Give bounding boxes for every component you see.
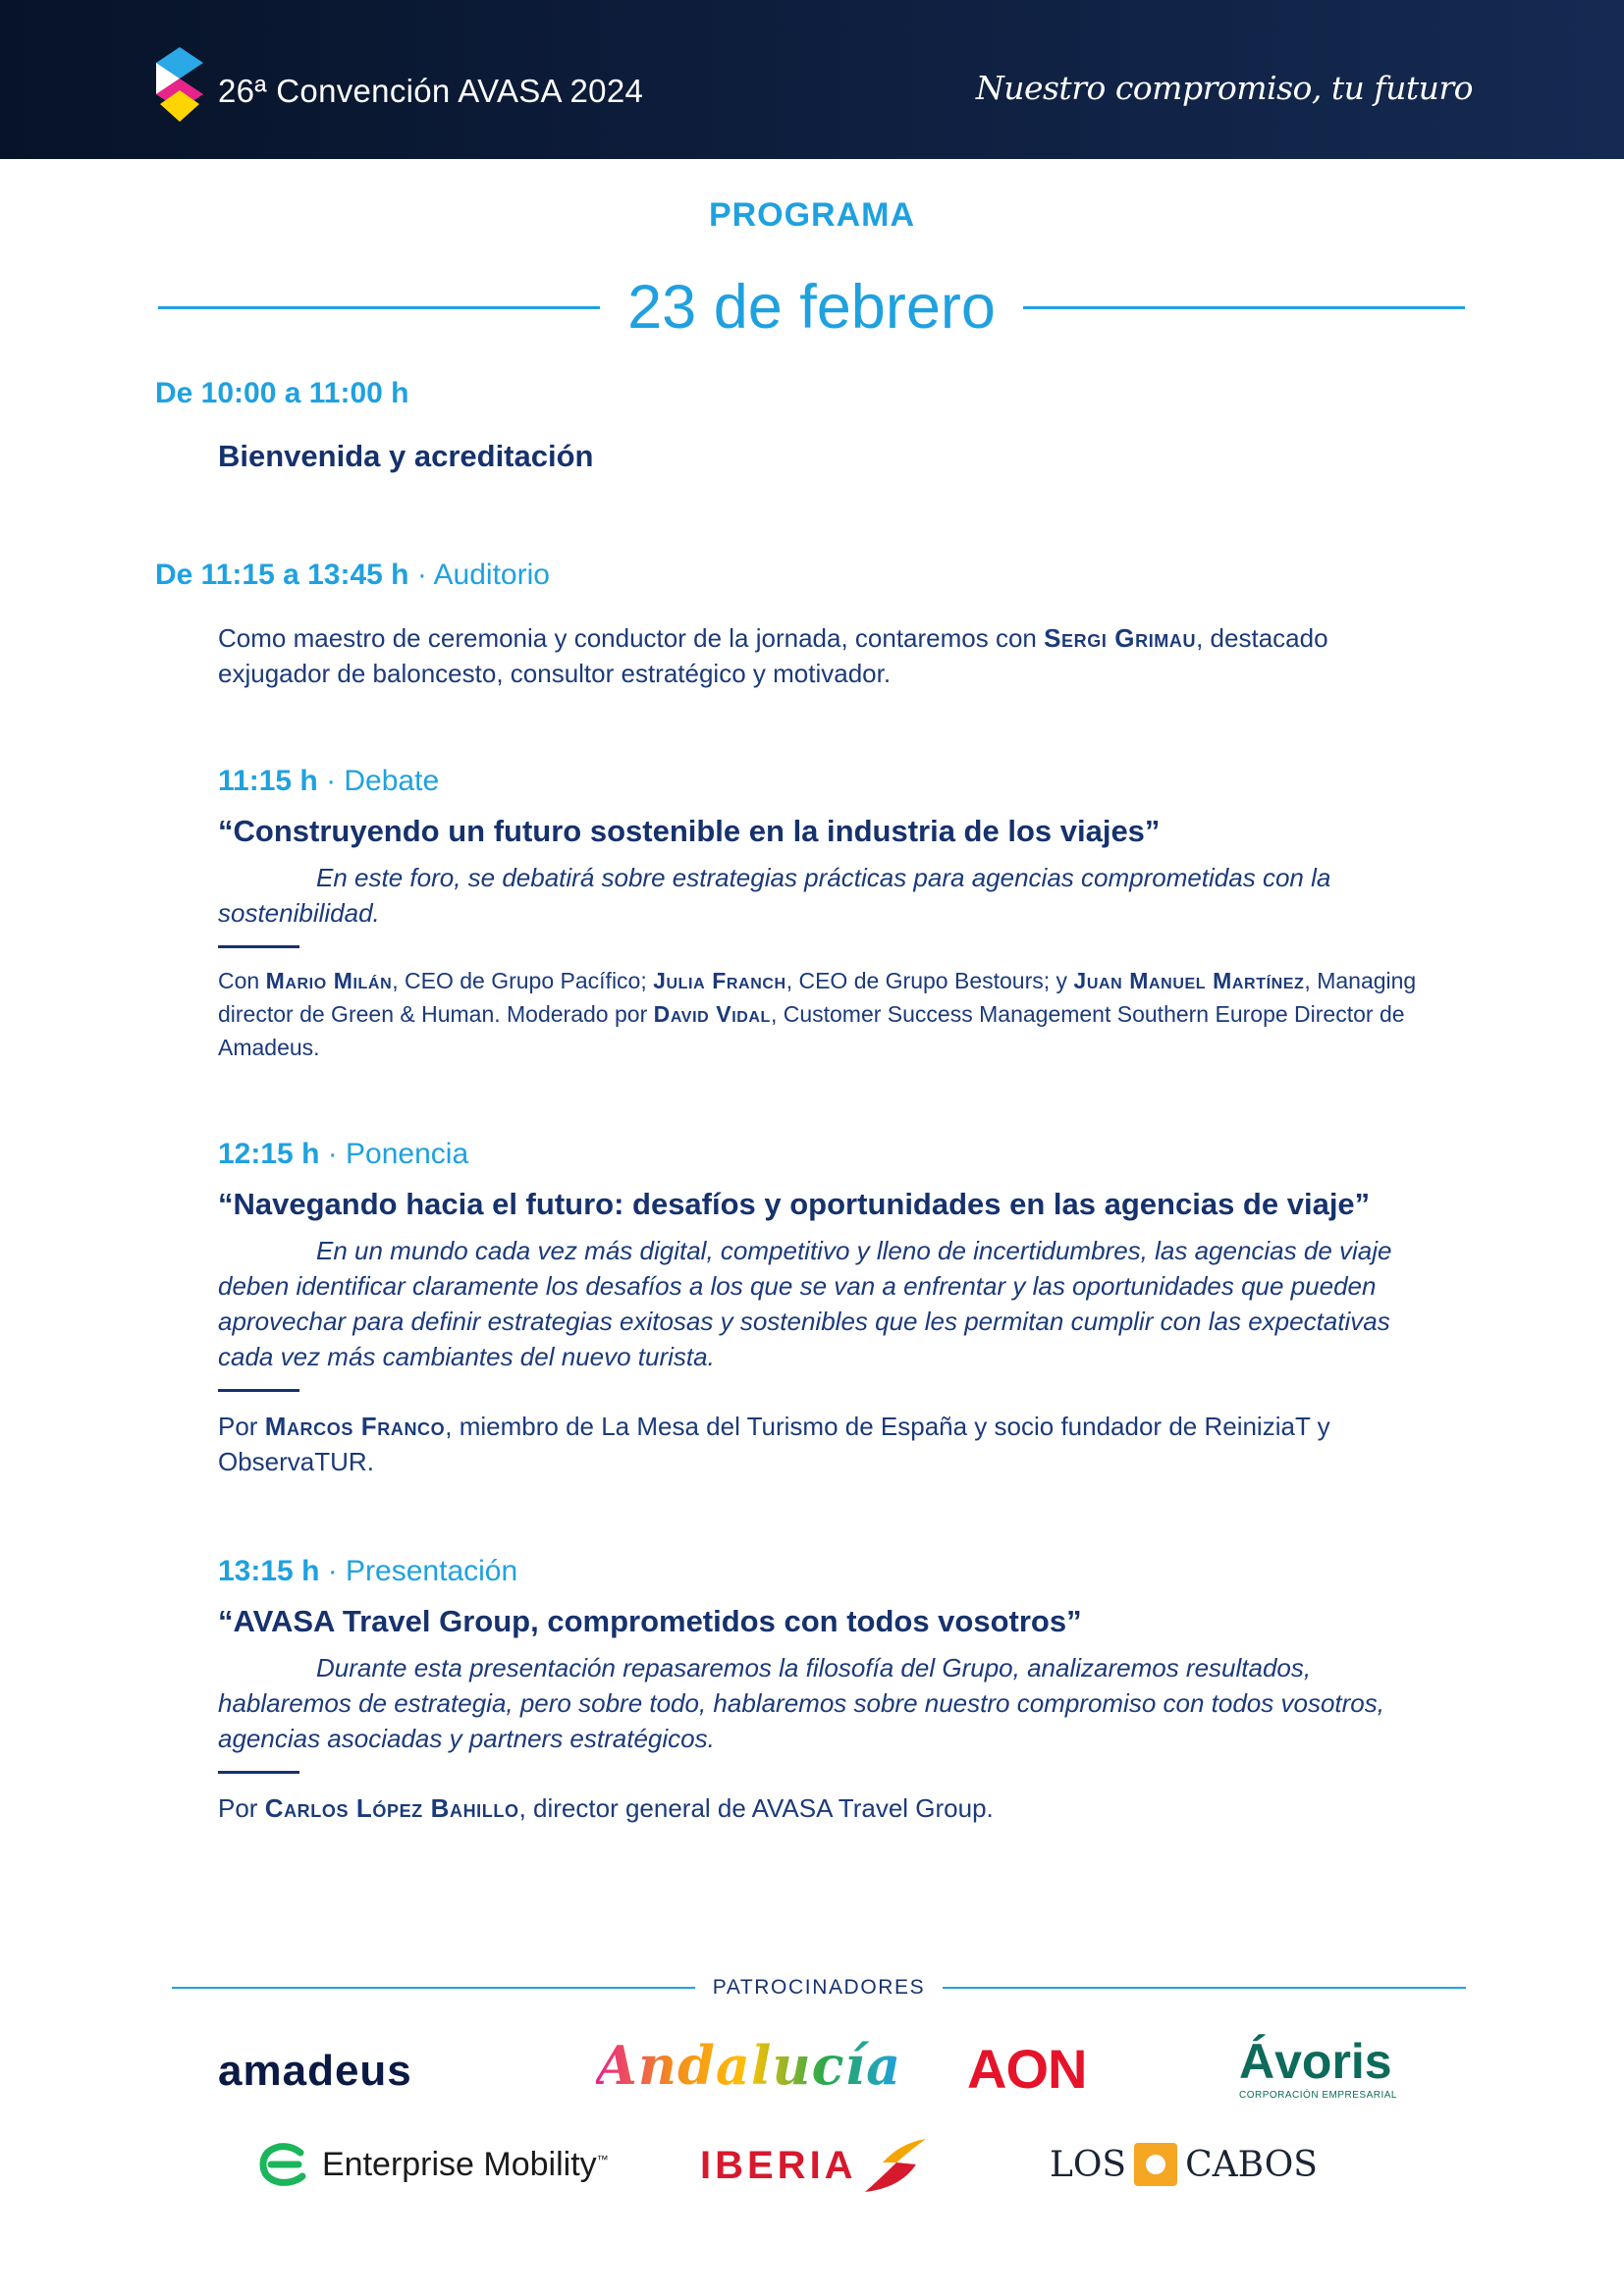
session-time: 11:15 h [218,765,318,797]
speaker-text: , Managing director de Green & Human. Moderado por [218,968,1417,1027]
speaker-text: Por [218,1793,265,1823]
iberia-logo [700,2137,930,2194]
speaker-name: Carlos López Bahillo [264,1793,519,1823]
sponsors-divider-left [172,1987,695,1989]
speaker-name: Mario Milán [265,968,393,993]
intro-text-before: Como maestro de ceremonia y conductor de la jornada, contaremos con [218,623,1045,653]
event-slogan: Nuestro compromiso, tu futuro [975,69,1473,107]
block2-location: · Auditorio [408,559,550,591]
speaker-text: Con [218,968,266,993]
avoris-logo-text: Ávoris [1239,2034,1392,2089]
session-title: “Navegando hacia el futuro: desafíos y oportunidades en las agencias de viaje” [218,1187,1371,1221]
loscabos-sun-icon [1134,2143,1177,2186]
speaker-text: , Customer Success Management Southern Europe Director de Amadeus. [218,1001,1405,1060]
speaker-text: , director general de AVASA Travel Group. [518,1793,994,1823]
session-title: “Construyendo un futuro sostenible en la industria de los viajes” [218,814,1161,848]
loscabos-text-left: LOS [1050,2144,1127,2185]
program-heading: PROGRAMA [708,196,916,234]
loscabos-logo [1050,2143,1318,2186]
speaker-text: , CEO de Grupo Pacífico; [392,968,654,993]
amadeus-logo: amadeus [218,2047,412,2095]
date-heading-row [158,263,1465,351]
iberia-wing-icon [861,2137,930,2194]
intro-host-name: Sergi Grimau [1044,623,1197,653]
session-speakers [218,1790,1435,1826]
block2-time-heading [155,559,550,592]
speaker-name: Marcos Franco [264,1412,446,1441]
date-divider-left [158,306,600,309]
session-heading [218,1138,468,1171]
session-speakers [218,1409,1435,1479]
block2-time: De 11:15 a 13:45 h [155,559,409,591]
session-description: Durante esta presentación repasaremos la filosofía del Grupo, analizaremos resultados, hablaremos de estrategia, pero sobre todo, hablaremos sobre nuestro compromiso con todos vosotros, agencias asociadas y partners estratégicos. [218,1653,1384,1753]
sponsors-heading: PATROCINADORES [712,1976,926,1999]
avoris-logo-subtitle: CORPORACIÓN EMPRESARIAL [1239,2090,1397,2101]
header-bar [0,0,1624,159]
speaker-name: Julia Franch [653,968,786,993]
session-divider [218,945,299,948]
session-divider [218,1389,299,1392]
sponsors-heading-row [172,1973,1466,2002]
loscabos-text-right: CABOS [1185,2144,1318,2185]
speaker-text: , CEO de Grupo Bestours; y [785,968,1074,993]
enterprise-e-icon [257,2143,308,2186]
sponsors-divider-right [943,1987,1466,1989]
speaker-name: David Vidal [653,1001,771,1027]
date-divider-right [1023,306,1465,309]
program-date: 23 de febrero [627,273,996,342]
avoris-logo [1239,2034,1397,2101]
intro-text-after: , destacado exjugador de baloncesto, consultor estratégico y motivador. [218,623,1328,688]
enterprise-logo [257,2143,609,2186]
andalucia-logo-text: Andalucía [596,2034,902,2097]
block2-intro [218,620,1435,691]
block1-time: De 10:00 a 11:00 h [155,377,409,409]
session-title: “AVASA Travel Group, comprometidos con todos vosotros” [218,1604,1082,1638]
avasa-logo-icon [152,47,207,122]
session-description: En un mundo cada vez más digital, competitivo y lleno de incertidumbres, las agencias de viaje deben identificar claramente los desafíos a los que se van a enfrentar y las oportunidades que pueden aprovechar para definir estrategias exitosas y sostenibles que les permitan cumplir con las expectativas cada vez más cambiantes del nuevo turista. [218,1236,1392,1371]
speaker-name: Juan Manuel Martínez [1073,968,1305,993]
session-speakers [218,964,1435,1064]
event-title: 26ª Convención AVASA 2024 [218,73,644,109]
enterprise-logo-tm: ™ [596,2153,609,2166]
enterprise-logo-text: Enterprise Mobility [322,2145,597,2183]
aon-logo: AON [967,2038,1087,2100]
andalucia-logo [596,2034,901,2097]
session-heading [218,1555,517,1588]
session-divider [218,1771,299,1774]
block1-title: Bienvenida y acreditación [218,439,594,473]
session-heading [218,765,439,798]
speaker-text: , miembro de La Mesa del Turismo de España y socio fundador de ReiniziaT y ObservaTUR. [218,1412,1330,1476]
iberia-logo-text: IBERIA [700,2143,857,2187]
session-description: En este foro, se debatirá sobre estrategias prácticas para agencias comprometidas con la sostenibilidad. [218,863,1331,928]
speaker-text: Por [218,1412,265,1441]
session-time: 13:15 h [218,1555,320,1587]
session-type: · Ponencia [319,1138,469,1170]
session-type: · Debate [317,765,440,797]
session-type: · Presentación [319,1555,518,1587]
session-time: 12:15 h [218,1138,320,1170]
